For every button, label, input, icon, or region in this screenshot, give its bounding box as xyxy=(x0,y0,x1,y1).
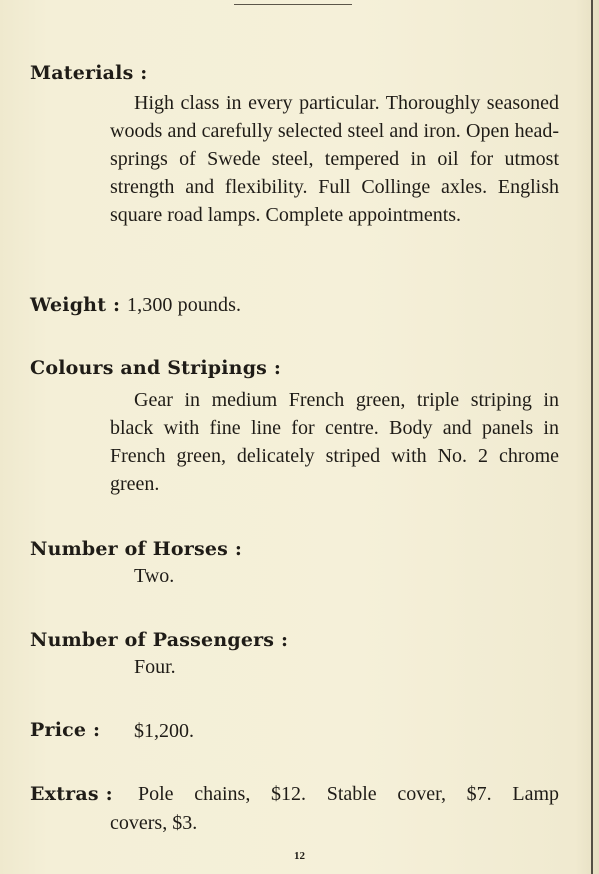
page-number: 12 xyxy=(294,850,305,862)
horses-heading: Number of Horses : xyxy=(30,538,243,560)
materials-heading: Materials : xyxy=(30,62,148,84)
price-value: $1,200. xyxy=(134,720,194,742)
top-rule xyxy=(234,4,352,5)
materials-text: High class in every particular. Thoroughly seasoned woods and carefully selected steel and iron. Open head-springs of Swede steel, tempered in oil for utmost strength and flexibility. Full Collinge axles. English square road lamps. Complete appointments. xyxy=(110,92,559,226)
extras-line-1: Pole chains, $12. Stable cover, $7. Lamp xyxy=(138,783,559,805)
colours-text: Gear in medium French green, triple striping in black with fine line for centre. Body and panels in French green, delicately striped with No. 2 chrome green. xyxy=(110,389,559,495)
passengers-heading: Number of Passengers : xyxy=(30,629,289,651)
passengers-value: Four. xyxy=(134,656,176,678)
weight-heading: Weight : xyxy=(30,294,121,316)
weight-row xyxy=(30,294,241,317)
extras-heading: Extras : xyxy=(30,783,113,805)
colours-heading: Colours and Stripings : xyxy=(30,357,282,379)
extras-line-2: covers, $3. xyxy=(110,812,198,834)
weight-value: 1,300 pounds. xyxy=(127,294,242,316)
page-edge xyxy=(591,0,593,874)
price-heading: Price : xyxy=(30,719,101,741)
horses-value: Two. xyxy=(134,565,175,587)
